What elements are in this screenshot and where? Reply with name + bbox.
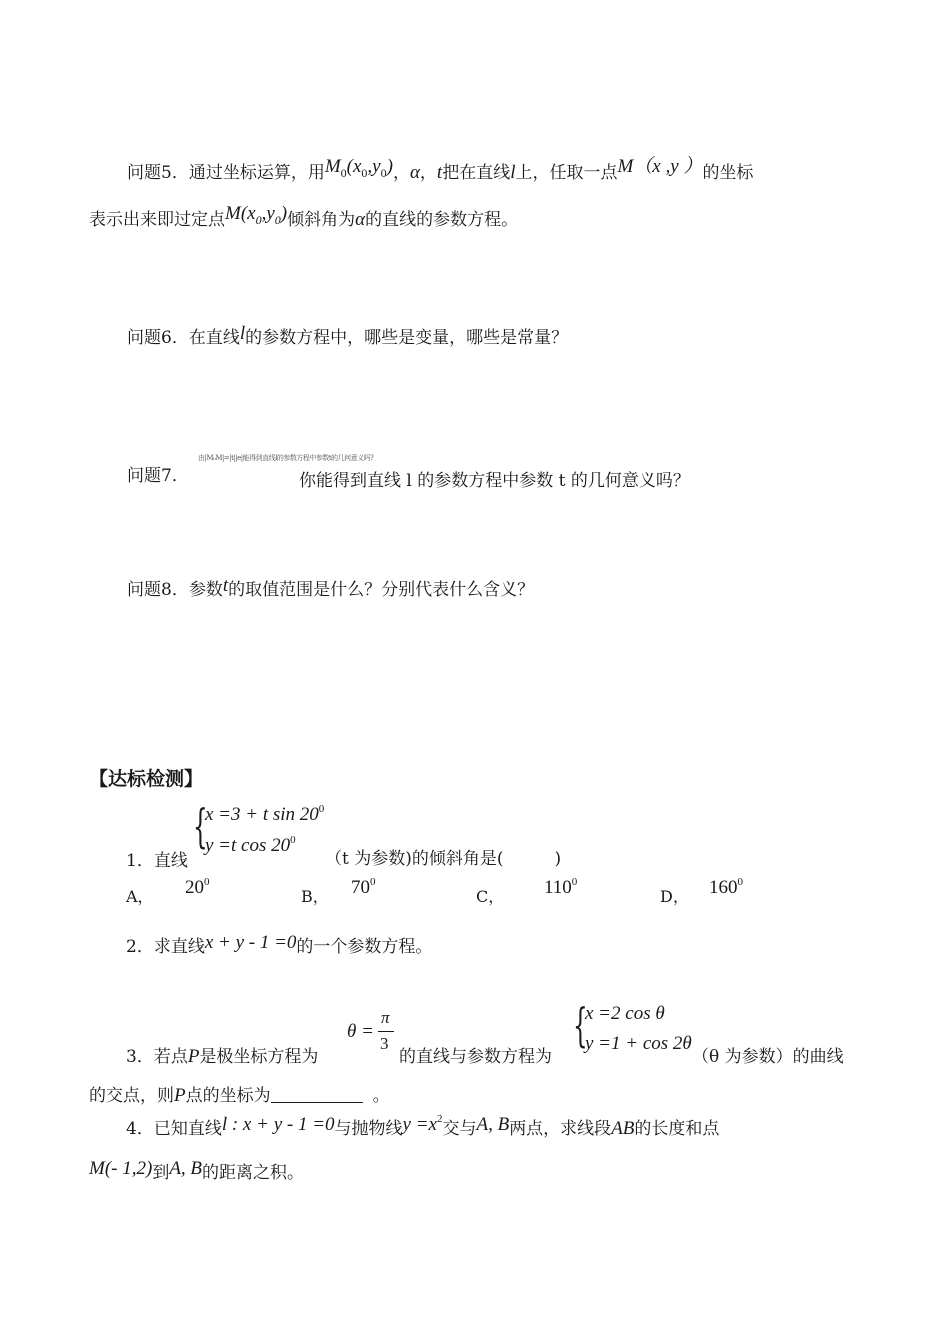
- p3-mid2: 的直线与参数方程为: [399, 1047, 552, 1067]
- q5-alpha: α: [409, 162, 420, 183]
- p3-suffix: （θ 为参数）的曲线: [692, 1047, 844, 1067]
- q5-t: t: [436, 162, 443, 183]
- q7-small-note: 由|M₀M|=|t||e|能得到直线l的参数方程中参数t的几何意义吗?: [198, 454, 374, 462]
- q6-line: 问题6．在直线l的参数方程中，哪些是变量，哪些是常量？: [127, 323, 569, 348]
- p3-fraction-bar: [378, 1031, 394, 1032]
- p1-option-c-value: $110^0$: [544, 876, 578, 898]
- p2-eq: x + y - 1 =0: [204, 932, 297, 953]
- p2-line: 2．求直线x + y - 1 =0的一个参数方程。: [126, 932, 433, 957]
- p1-param: （t 为参数)的倾斜角是( ): [325, 849, 562, 869]
- p4-M: M(- 1,2): [89, 1158, 153, 1179]
- p4-AB: A, B: [476, 1114, 510, 1135]
- p1-option-b-value: $70^0$: [351, 876, 376, 898]
- q5-alpha2: α: [355, 209, 366, 230]
- p3-three: 3: [380, 1034, 389, 1053]
- q6-l: l: [239, 323, 246, 344]
- p3-eq2: y =1 + cos 2θ: [585, 1033, 692, 1054]
- p1-option-c-label: C，: [476, 887, 505, 906]
- p1-brace: {: [193, 799, 208, 853]
- p3-P: P: [187, 1046, 200, 1067]
- p1-option-d-value: $160^0$: [709, 876, 743, 898]
- section-heading: 【达标检测】: [89, 768, 204, 790]
- p1-option-a-value: $20^0$: [185, 876, 210, 898]
- q8-line: 问题8．参数t的取值范围是什么？分别代表什么含义？: [127, 575, 535, 600]
- p1-option-b-label: B，: [301, 887, 329, 906]
- p3-pi: π: [381, 1008, 390, 1027]
- p3-brace: {: [573, 998, 588, 1052]
- q7-suffix: 你能得到直线 l 的参数方程中参数 t 的几何意义吗？: [299, 471, 690, 491]
- p1-option-a-label: A，: [126, 887, 154, 906]
- q5-M0: $M_0(x_0,y_0)$: [324, 156, 393, 180]
- p1-eq1: x =3 + t $\sin 20^0$: [205, 803, 325, 825]
- p3-line1: 3．若点P是极坐标方程为: [126, 1046, 319, 1067]
- q5-l: l: [510, 162, 516, 183]
- p4-line1: 4．已知直线l : x + y - 1 =0与抛物线$y =x^2$交与A, B两点，求线段AB的长度和点: [126, 1113, 720, 1139]
- q5-line2: 表示出来即过定点$M(x_0,y_0)$倾斜角为α的直线的参数方程。: [89, 203, 519, 230]
- p1-option-d-label: D，: [660, 887, 689, 906]
- p4-line2: M(- 1,2)到A, B的距离之积。: [89, 1158, 305, 1183]
- q5-line1: 问题5．通过坐标运算，用$M_0(x_0,y_0)$，α，t把在直线l上，任取一点M（x ,y ）的坐标: [127, 156, 754, 183]
- q5-Mxy: M（x ,y ）: [617, 156, 703, 177]
- p3-eq1: x =2 cos θ: [585, 1003, 665, 1024]
- p4-AB2: AB: [611, 1118, 635, 1139]
- p4-AB3: A, B: [169, 1158, 203, 1179]
- p3-theta-eq: θ =: [347, 1021, 374, 1042]
- p3-answer-blank: [271, 1084, 363, 1103]
- p3-line2: 的交点，则P点的坐标为 。: [89, 1085, 390, 1106]
- p1-prefix: 1．直线: [126, 851, 188, 871]
- q5-Mx0y0: $M(x_0,y_0)$: [225, 203, 288, 227]
- q5-prefix: 问题5．通过坐标运算，用: [127, 163, 325, 183]
- p3-P2: P: [174, 1085, 186, 1106]
- q8-t: t: [222, 575, 229, 596]
- p1-eq2: y =t $\cos 20^0$: [205, 834, 296, 856]
- p4-line-eq: l : x + y - 1 =0: [221, 1114, 335, 1135]
- p4-parabola: $y =x^2$: [402, 1113, 443, 1135]
- q7-prefix: 问题7．: [127, 466, 189, 486]
